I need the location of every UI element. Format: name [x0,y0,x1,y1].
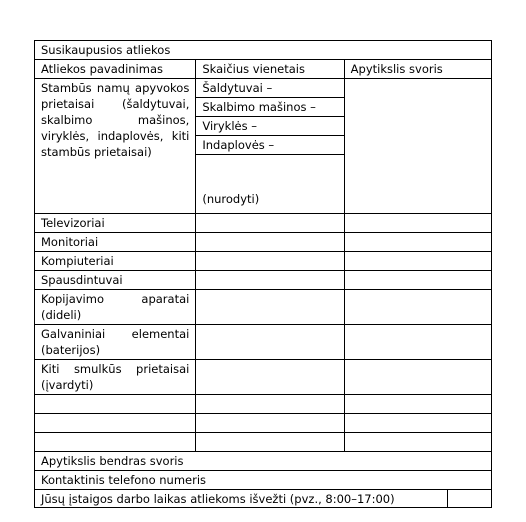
table-row [35,233,492,252]
empty-row [35,395,492,414]
table-row [35,325,492,360]
table-row [35,290,492,325]
quantity-input-cell[interactable] [196,325,344,360]
row-label-tv: Televizoriai [35,214,196,233]
row-label-printers: Spausdintuvai [35,271,196,290]
large-appliances-row [35,79,492,214]
empty-row [35,414,492,433]
weight-input-cell[interactable] [344,271,491,290]
waste-form-table [34,40,492,508]
sub-item-stoves[interactable]: Viryklės – [196,117,343,136]
weight-input-cell[interactable] [344,433,491,452]
row-label-computers: Kompiuteriai [35,252,196,271]
weight-input-cell[interactable] [344,252,491,271]
quantity-input-cell[interactable] [196,395,344,414]
weight-input-cell[interactable] [344,214,491,233]
empty-name-cell[interactable] [35,395,196,414]
quantity-input-cell[interactable] [196,214,344,233]
header-quantity: Skaičius vienetais [196,60,344,79]
weight-input-cell[interactable] [344,414,491,433]
header-weight: Apytikslis svoris [344,60,491,79]
header-waste-name: Atliekos pavadinimas [35,60,196,79]
large-appliances-label: Stambūs namų apyvokos prietaisai (šaldytuvai, skalbimo mašinos, viryklės, indaplovės, kiti stambūs prietaisai) [35,79,196,214]
weight-input-cell[interactable] [344,233,491,252]
sub-item-refrigerators[interactable]: Šaldytuvai – [196,79,343,98]
table-row [35,360,492,395]
quantity-input-cell[interactable] [196,233,344,252]
table-row [35,271,492,290]
weight-input-cell[interactable] [344,325,491,360]
quantity-input-cell[interactable] [196,290,344,325]
table-row [35,252,492,271]
work-hours-row [35,490,492,508]
form-title: Susikaupusios atliekos [35,41,492,60]
empty-name-cell[interactable] [35,414,196,433]
total-weight-label[interactable]: Apytikslis bendras svoris [35,452,492,471]
sub-item-other-note[interactable]: (nurodyti) [202,192,260,206]
large-appliances-weight-cell[interactable] [344,79,491,214]
row-label-other-small: Kiti smulkūs prietaisai (įvardyti) [35,360,196,395]
appliance-sublist [196,79,343,213]
sub-item-dishwashers[interactable]: Indaplovės – [196,136,343,155]
weight-input-cell[interactable] [344,395,491,414]
quantity-input-cell[interactable] [196,433,344,452]
large-appliances-quantity-cell [196,79,344,214]
work-hours-input[interactable] [447,490,491,507]
empty-row [35,433,492,452]
row-label-batteries: Galvaniniai elementai (baterijos) [35,325,196,360]
quantity-input-cell[interactable] [196,271,344,290]
phone-label[interactable]: Kontaktinis telefono numeris [35,471,492,490]
quantity-input-cell[interactable] [196,414,344,433]
quantity-input-cell[interactable] [196,252,344,271]
weight-input-cell[interactable] [344,290,491,325]
table-row [35,214,492,233]
sub-item-washing-machines[interactable]: Skalbimo mašinos – [196,98,343,117]
weight-input-cell[interactable] [344,360,491,395]
work-hours-label: Jūsų įstaigos darbo laikas atliekoms išvežti (pvz., 8:00–17:00) [41,492,395,506]
empty-name-cell[interactable] [35,433,196,452]
quantity-input-cell[interactable] [196,360,344,395]
row-label-copiers: Kopijavimo aparatai (dideli) [35,290,196,325]
row-label-monitors: Monitoriai [35,233,196,252]
